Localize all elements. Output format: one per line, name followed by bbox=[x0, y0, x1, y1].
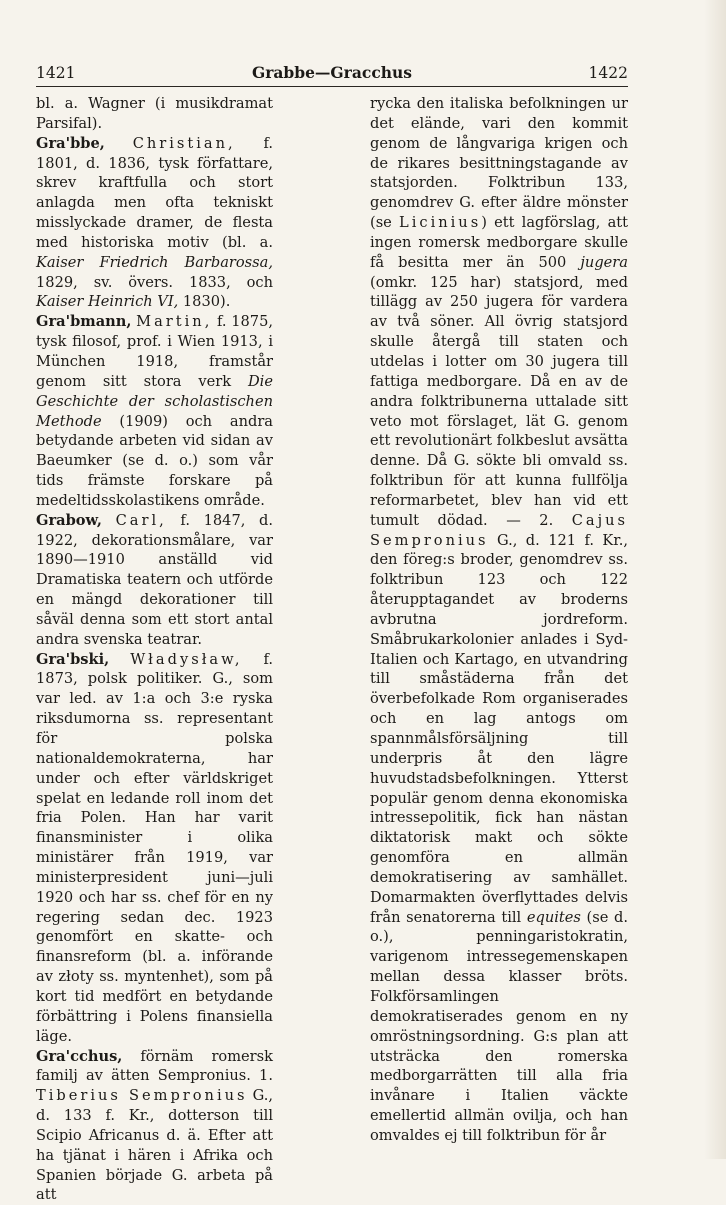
cross-reference: Licinius bbox=[399, 214, 481, 231]
entry-grabbe bbox=[36, 134, 273, 313]
work-title: Kaiser Heinrich VI, bbox=[36, 293, 178, 310]
headword: Grabow, bbox=[36, 512, 102, 529]
person-name: Tiberius Sempronius bbox=[36, 1087, 248, 1104]
entry-text: f. 1801, d. 1836, tysk författare, skrev kraftfulla och stort anlagda men ofta tekniskt misslyckade dramer, de flesta med historiska motiv (bl. a. bbox=[36, 135, 273, 251]
entry-text: f. 1873, polsk politiker. G., som var led. av 1:a och 3:e ryska riksdumorna ss. representant för polska nationaldemokraterna, har under och efter världskriget spelat en ledande roll inom det fria Polen. Han har varit finansminister i olika ministärer från 1919, var ministerpresident juni—juli 1920 och har ss. chef för en ny regering sedan dec. 1923 genomfört en skatte- och finansreform (bl. a. införande av złoty ss. myntenhet), som på kort tid medfört en betydande förbättring i Polens finansiella läge. bbox=[36, 651, 273, 1045]
entry-text: förnäm romersk familj av ätten Sempronius. 1. bbox=[36, 1048, 273, 1085]
headword: Gra'bbe, bbox=[36, 135, 105, 152]
page-edge bbox=[704, 0, 726, 1159]
entry-text: (1909) och andra betydande arbeten vid sidan av Baeumker (se d. o.) som vår tids främste forskare på medeltidsskolastikens område. bbox=[36, 413, 273, 509]
entry-grabmann bbox=[36, 312, 273, 510]
right-page-number: 1422 bbox=[589, 64, 628, 82]
entry-given-name: Carl, bbox=[116, 512, 167, 529]
entry-grabow bbox=[36, 511, 273, 650]
latin-term: jugera bbox=[580, 254, 628, 271]
entry-text: (se d. o.), penningaristokratin, varigenom intressegemenskapen mellan dessa klasser bröts. Folkförsamlingen demokratiserades genom en ny omröstningsordning. G:s plan att utsträcka den romerska medborgarrätten till alla fria invånare i Italien väckte emellertid allmän ovilja, och han omvaldes ej till folktribun för år bbox=[370, 909, 628, 1144]
entry-gracchus bbox=[36, 1047, 273, 1205]
right-column bbox=[370, 94, 628, 1146]
entry-text: 1829, sv. övers. 1833, och bbox=[36, 274, 273, 291]
continuation-text bbox=[370, 94, 628, 1146]
left-column bbox=[36, 94, 273, 1205]
entry-text: f. 1847, d. 1922, dekorationsmålare, var 1890—1910 anställd vid Dramatiska teatern och utförde en mängd dekorationer till såväl denna som ett stort antal andra svenska teatrar. bbox=[36, 512, 273, 648]
entry-given-name: Christian, bbox=[133, 135, 236, 152]
entry-grabski bbox=[36, 650, 273, 1047]
headword: Gra'bski, bbox=[36, 651, 109, 668]
entry-text: (omkr. 125 har) statsjord, med tillägg av 250 jugera för vardera av två söner. All övrig statsjord skulle återgå till staten och utdelas i lotter om 30 jugera till fattiga medborgare. Då en av de andra folktribunerna uttalade sitt veto mot förslaget, lät G. genom ett revolutionärt folkbeslut avsätta denne. Då G. sökte bli omvald ss. folktribun för att kunna fullfölja reformarbetet, blev han vid ett tumult dödad. — 2. bbox=[370, 274, 628, 529]
entry-text: 1830). bbox=[178, 293, 230, 310]
entry-text: ) ett lagförslag, att ingen romersk medborgare skulle få besitta mer än 500 bbox=[370, 214, 628, 271]
work-title: Kaiser Friedrich Barbarossa, bbox=[36, 254, 273, 271]
running-header bbox=[36, 52, 628, 87]
entry-text: f. 1875, tysk filosof, prof. i Wien 1913, i München 1918, framstår genom sitt stora verk bbox=[36, 313, 273, 390]
continuation-text: bl. a. Wagner (i musikdramat Parsifal). bbox=[36, 94, 273, 134]
left-page-number: 1421 bbox=[36, 64, 75, 82]
person-name: Cajus Sempronius bbox=[370, 512, 628, 549]
entry-text: G., d. 133 f. Kr., dotterson till Scipio Africanus d. ä. Efter att ha tjänat i hären i Afrika och Spanien började G. arbeta på att bbox=[36, 1087, 273, 1203]
entry-given-name: Władysław, bbox=[130, 651, 242, 668]
work-title: Die Geschichte der scholastischen Methode bbox=[36, 373, 273, 430]
headword: Gra'bmann, bbox=[36, 313, 131, 330]
headword: Gra'cchus, bbox=[36, 1048, 122, 1065]
entry-text: G., d. 121 f. Kr., den föreg:s broder, genomdrev ss. folktribun 123 och 122 återupptagandet av broderns avbrutna jordreform. Småbrukarkolonier anlades i Syd-Italien och Kartago, en utvandring till småstäderna från det överbefolkade Rom organiserades och en lag antogs om spannmålsförsäljning till underpris åt den lägre huvudstadsbefolkningen. Ytterst populär genom denna ekonomiska intressepolitik, fick han nästan diktatorisk makt och sökte genomföra en allmän demokratisering av samhället. Domarmakten överflyttades delvis från senatorerna till bbox=[370, 532, 628, 926]
latin-term: equites bbox=[527, 909, 581, 926]
running-title: Grabbe—Gracchus bbox=[252, 63, 412, 82]
entry-given-name: Martin, bbox=[136, 313, 212, 330]
entry-text: rycka den italiska befolkningen ur det elände, vari den kommit genom de långvariga krigen och de rikares besittningstagande av statsjorden. Folktribun 133, genomdrev G. efter äldre mönster (se bbox=[370, 95, 628, 231]
